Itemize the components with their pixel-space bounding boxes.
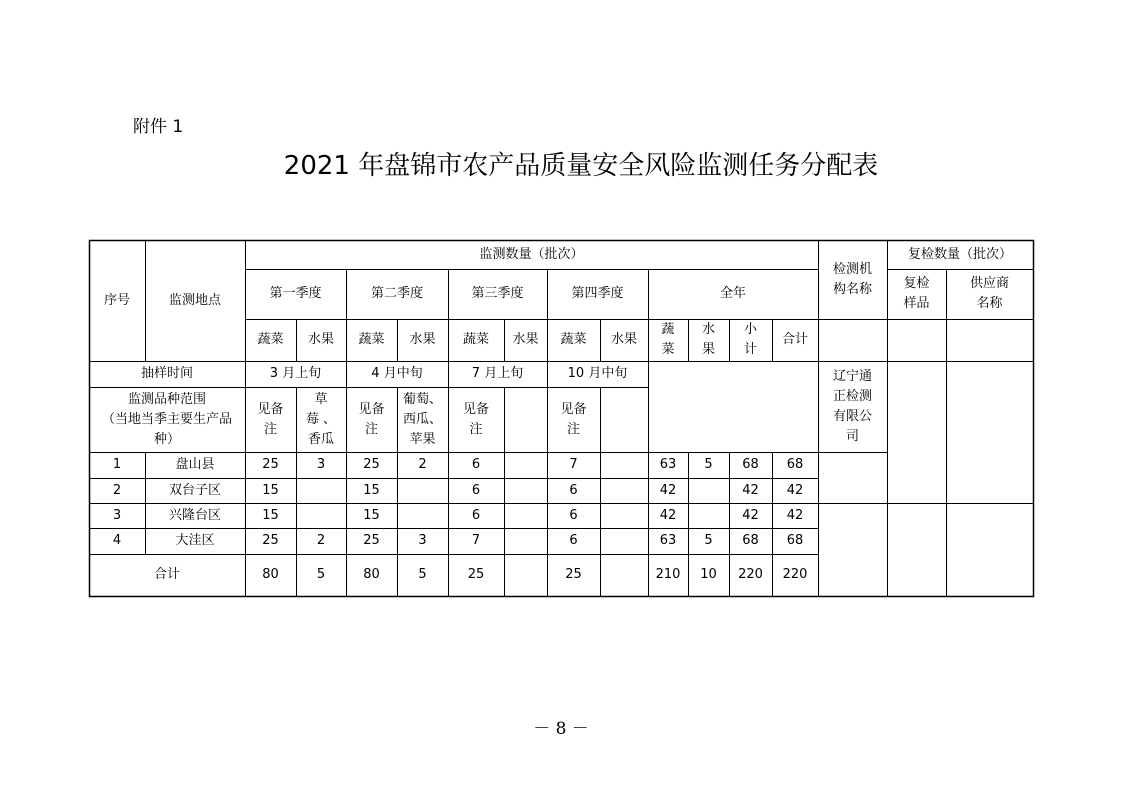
header-q1: 第一季度 [269,286,322,301]
totals-label: 合计 [153,567,180,582]
scope-label: 监测品种范围 （当地当季主要生产品 种） [101,391,232,447]
row-yt: 68 [786,457,804,472]
row-q4v: 6 [569,482,578,498]
header-year-total: 合计 [781,332,808,347]
row-yt: 42 [786,482,804,498]
retest-sample-a [887,361,946,503]
retest-sample-b [887,503,946,596]
header-lab-blank [818,319,887,361]
row-q4f [600,452,648,478]
header-retest-qty: 复检数量（批次） [907,246,1012,262]
row-yf [688,478,729,503]
header-supplier-blank [946,319,1033,361]
totals-yv: 210 [655,567,681,582]
sampling-q1: 3 月上旬 [269,366,322,381]
row-q1v: 15 [262,507,279,523]
header-q1-veg: 蔬菜 [257,332,284,347]
row-yv: 63 [659,533,677,548]
header-q4: 第四季度 [571,286,624,301]
row-yt: 68 [786,533,804,548]
sampling-time-label: 抽样时间 [140,366,193,381]
row-yv: 42 [659,482,677,498]
row-location: 大洼区 [175,533,215,548]
header-q4-veg: 蔬菜 [560,332,587,347]
totals-q1v: 80 [262,567,279,582]
totals-q4v: 25 [565,567,582,582]
header-lab-name: 检测机 构名称 [832,261,872,297]
row-yv: 42 [659,507,677,523]
header-q2-veg: 蔬菜 [358,332,385,347]
totals-q3f [504,554,547,596]
header-full-year: 全年 [719,286,746,301]
row-q2v: 15 [363,482,380,498]
totals-ys: 220 [738,567,763,582]
scope-q1-fruit: 草 莓 、 香瓜 [305,391,337,447]
row-q4f [600,503,648,528]
header-q3-fruit: 水果 [512,332,539,347]
header-year-veg: 蔬 菜 [661,322,675,357]
scope-q2-veg: 见备 注 [358,401,385,437]
row-q1v: 25 [262,457,279,472]
header-retest-sample: 复检 样品 [903,276,930,311]
row-q2v: 25 [363,457,380,472]
row-yt: 42 [786,507,804,523]
page-title: 2021 年盘锦市农产品质量安全风险监测任务分配表 [283,151,879,181]
header-q1-fruit: 水果 [307,332,334,347]
row-q2f: 2 [418,457,427,472]
header-year-fruit: 水 果 [701,322,715,357]
supplier-name-b [946,503,1033,596]
totals-q2v: 80 [363,567,380,582]
row-q2f [397,478,448,503]
scope-q1-veg: 见备 注 [257,401,284,437]
totals-yf: 10 [700,567,717,582]
scope-q4-fruit [600,387,648,452]
row-yf: 5 [704,457,713,472]
sampling-year-blank [648,361,818,452]
header-year-subtotal: 小 计 [743,322,757,357]
row-yf: 5 [704,533,713,548]
header-q2-fruit: 水果 [409,332,436,347]
row-q4v: 7 [569,457,578,472]
lab-name: 辽宁通 正检测 有限公 司 [832,368,872,444]
row-seq: 3 [112,507,122,523]
scope-q3-fruit [504,387,547,452]
row-q3v: 7 [471,533,481,548]
row-q3f [504,478,547,503]
header-seq: 序号 [103,292,130,308]
row-ys: 42 [742,482,759,498]
row-q1v: 25 [262,533,279,548]
row-q4f [600,528,648,554]
row-yf [688,503,729,528]
row-q1f: 2 [316,533,326,548]
row-q4f [600,478,648,503]
header-q4-fruit: 水果 [610,332,637,347]
header-monitor-qty: 监测数量（批次） [479,246,584,262]
row-q2f [397,503,448,528]
row-q3v: 6 [471,507,481,523]
header-location: 监测地点 [168,292,221,308]
row-ys: 68 [742,533,759,548]
totals-q1f: 5 [316,567,326,582]
sampling-q4: 10 月中旬 [567,366,628,381]
row-yv: 63 [659,457,677,472]
row-ys: 42 [742,507,759,523]
row-q4v: 6 [569,533,578,548]
row-q1f [296,503,346,528]
totals-q2f: 5 [418,567,427,582]
row-q3v: 6 [471,482,481,498]
header-retest-blank [887,319,946,361]
page-number: － 8 － [533,719,589,739]
sampling-q3: 7 月上旬 [471,366,524,381]
row-q3f [504,528,547,554]
header-q3-veg: 蔬菜 [462,332,489,347]
row-q3v: 6 [471,457,481,472]
lab-blank-b [818,503,887,596]
row-q1f: 3 [316,457,326,472]
row-location: 盘山县 [175,457,215,472]
header-q2: 第二季度 [370,286,423,301]
row-q1f [296,478,346,503]
totals-yt: 220 [782,567,808,582]
row-location: 双台子区 [168,482,221,498]
header-q3: 第三季度 [471,286,524,301]
attachment-label: 附件 1 [133,117,184,137]
row-q4v: 6 [569,507,578,523]
row-seq: 4 [112,533,122,548]
row-q3f [504,503,547,528]
header-supplier-name: 供应商 名称 [969,276,1009,311]
totals-q3v: 25 [467,567,485,582]
row-seq: 2 [112,482,122,498]
lab-blank-a [818,452,887,503]
totals-q4f [600,554,648,596]
row-q3f [504,452,547,478]
row-q2v: 25 [363,533,380,548]
supplier-name-a [946,361,1033,503]
scope-q3-veg: 见备 注 [462,401,489,437]
row-seq: 1 [112,457,122,472]
row-ys: 68 [742,457,759,472]
row-q2f: 3 [418,533,427,548]
row-location: 兴隆台区 [168,507,221,523]
row-q1v: 15 [262,482,279,498]
scope-q4-veg: 见备 注 [560,401,587,437]
scope-q2-fruit: 葡萄、 西瓜、 苹果 [402,391,442,447]
sampling-q2: 4 月中旬 [371,366,423,381]
row-q2v: 15 [363,507,380,523]
